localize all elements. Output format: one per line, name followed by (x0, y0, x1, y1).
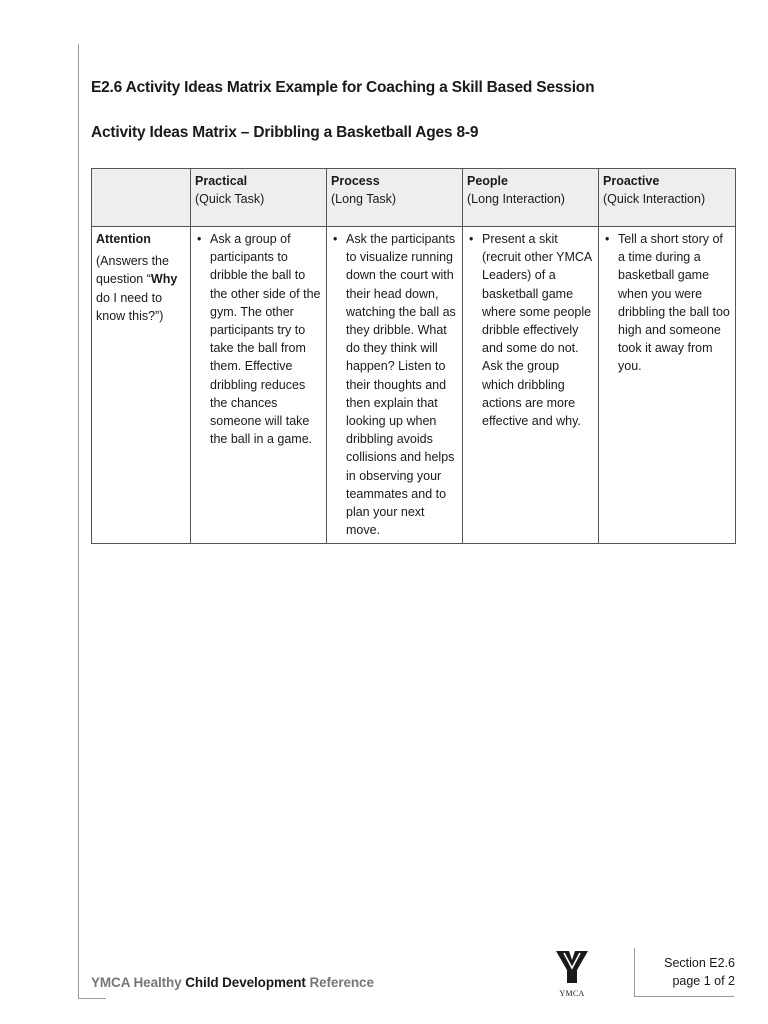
table-header-row (92, 169, 736, 227)
column-title: Process (331, 174, 380, 188)
margin-rule (78, 44, 79, 999)
header-cell-process (327, 169, 463, 227)
table-row (92, 227, 736, 544)
ymca-y-icon (552, 948, 592, 988)
list-item: • Ask the participants to visualize running down the court with their head down, watching the ball as they dribble. What do they think will happen? Listen to their thoughts and then explain that looking up when dribbling avoids collisions and helps in observing your teammates and to plan your next move. (331, 230, 458, 539)
header-cell-people (463, 169, 599, 227)
footer-rule (78, 998, 106, 999)
cell-proactive (599, 227, 736, 544)
row-note (96, 254, 177, 323)
header-cell-practical (191, 169, 327, 227)
ymca-logo (552, 948, 592, 1002)
section-label: Section E2.6 (664, 956, 735, 970)
row-title: Attention (96, 232, 151, 246)
cell-practical (191, 227, 327, 544)
column-subtitle: (Quick Task) (195, 192, 265, 207)
cell-people (463, 227, 599, 544)
column-subtitle: (Long Task) (331, 192, 397, 207)
row-note-end: do I need to know this?”) (96, 290, 164, 323)
column-title: Proactive (603, 174, 660, 188)
column-subtitle: (Long Interaction) (467, 192, 565, 207)
column-title: Practical (195, 174, 248, 188)
column-title: People (467, 174, 508, 188)
header-cell-empty (92, 169, 191, 227)
column-subtitle: (Quick Interaction) (603, 192, 706, 207)
row-header-attention (92, 227, 191, 544)
page-number: page 1 of 2 (672, 974, 735, 988)
section-rule (634, 996, 734, 997)
row-note-start: (Answers the question “ (96, 254, 169, 287)
cell-process (327, 227, 463, 544)
brand-child-development: Child Development (185, 975, 306, 990)
document-subtitle: Activity Ideas Matrix – Dribbling a Basketball Ages 8-9 (91, 124, 479, 141)
list-item: • Present a skit (recruit other YMCA Leaders) of a basketball game where some people dribble effectively and some do not. Ask the group which dribbling actions are more effective and why. (467, 230, 594, 430)
brand-healthy: Healthy (133, 975, 182, 990)
brand-reference: Reference (309, 975, 374, 990)
activity-matrix-table (91, 168, 736, 544)
logo-wordmark: YMCA (559, 989, 585, 998)
document-title: E2.6 Activity Ideas Matrix Example for Coaching a Skill Based Session (91, 79, 595, 96)
footer-brand (91, 975, 374, 990)
row-note-emphasis: Why (150, 272, 178, 287)
list-item: • Ask a group of participants to dribble the ball to the other side of the gym. The other participants try to take the ball from them. Effective dribbling reduces the chances someone will take the ball in a game. (195, 230, 322, 448)
header-cell-proactive (599, 169, 736, 227)
brand-ymca: YMCA (91, 975, 130, 990)
list-item: • Tell a short story of a time during a basketball game when you were dribbling the ball too high and someone took it away from you. (603, 230, 731, 376)
section-info (634, 948, 735, 996)
